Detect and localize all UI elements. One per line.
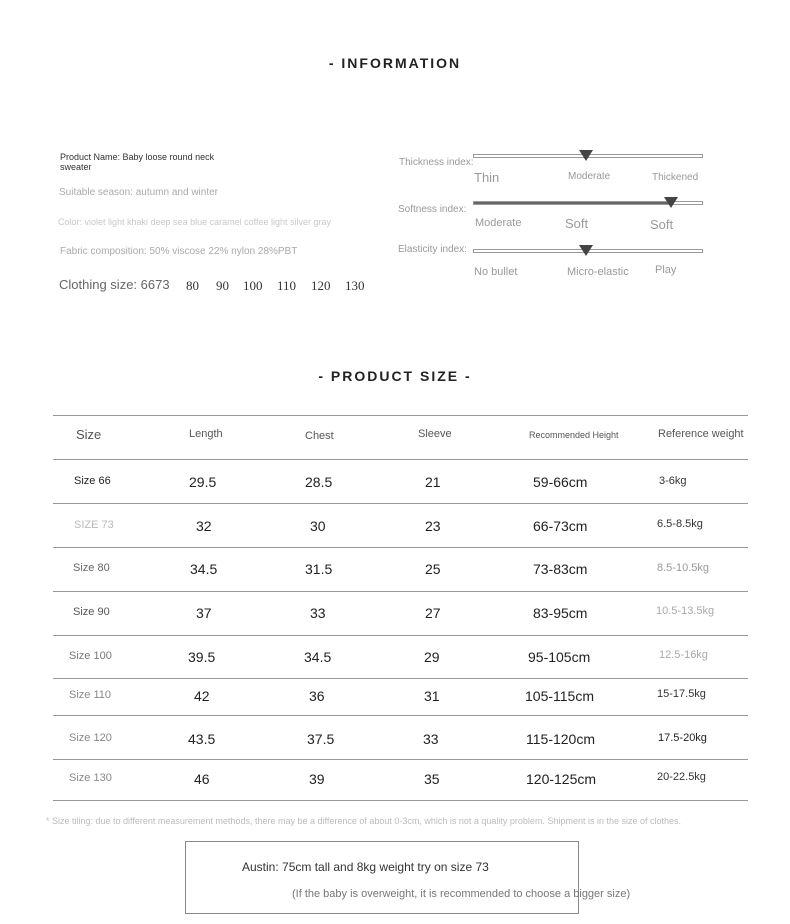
- information-title: - INFORMATION: [328, 55, 462, 71]
- cell-weight: 10.5-13.5kg: [656, 605, 715, 617]
- elasticity-pointer-icon: [579, 245, 593, 256]
- header-chest: Chest: [305, 430, 334, 442]
- table-rule: [53, 635, 748, 636]
- elasticity-scale-low: No bullet: [474, 266, 518, 278]
- header-size: Size: [76, 427, 102, 442]
- cell-sleeve: 35: [424, 771, 440, 787]
- try-on-note-line1: Austin: 75cm tall and 8kg weight try on size 73: [242, 860, 489, 874]
- cell-length: 34.5: [190, 561, 218, 577]
- softness-index-label: Softness index:: [398, 204, 467, 215]
- size-option: 80: [186, 278, 199, 293]
- cell-weight: 20-22.5kg: [657, 771, 706, 783]
- size-footnote: * Size tiling: due to different measurement methods, there may be a difference of about 0-3cm, which is not a quality problem. Shipment is in the size of clothes.: [46, 816, 682, 826]
- cell-sleeve: 25: [425, 561, 441, 577]
- cell-weight: 15-17.5kg: [657, 688, 706, 700]
- thickness-pointer-icon: [579, 150, 593, 161]
- cell-chest: 36: [309, 688, 325, 704]
- clothing-size-label: Clothing size: 6673: [59, 277, 170, 292]
- size-option: 90: [216, 278, 229, 293]
- size-option: 110: [277, 278, 297, 293]
- cell-weight: 3-6kg: [659, 475, 687, 487]
- table-rule: [53, 459, 748, 460]
- cell-length: 42: [194, 688, 210, 704]
- softness-pointer-icon: [664, 197, 678, 208]
- try-on-note: [185, 841, 631, 914]
- header-reference-weight: Reference weight: [658, 428, 744, 440]
- cell-sleeve: 33: [423, 731, 439, 747]
- cell-height: 73-83cm: [533, 561, 588, 577]
- softness-track-fill: [474, 202, 670, 204]
- softness-scale-low: Moderate: [475, 217, 522, 229]
- cell-length: 39.5: [188, 649, 216, 665]
- cell-size: Size 130: [69, 772, 112, 784]
- cell-length: 43.5: [188, 731, 216, 747]
- cell-weight: 6.5-8.5kg: [657, 518, 703, 530]
- cell-size: SIZE 73: [74, 519, 114, 531]
- cell-sleeve: 21: [425, 474, 441, 490]
- product-name-line1: Product Name: Baby loose round neck: [60, 152, 215, 162]
- size-option: 130: [345, 278, 365, 293]
- cell-height: 105-115cm: [525, 688, 595, 704]
- cell-chest: 28.5: [305, 474, 333, 490]
- cell-chest: 37.5: [307, 731, 335, 747]
- try-on-note-line2: (If the baby is overweight, it is recommended to choose a bigger size): [292, 888, 631, 900]
- cell-chest: 39: [309, 771, 325, 787]
- cell-sleeve: 31: [424, 688, 440, 704]
- elasticity-index-label: Elasticity index:: [398, 244, 467, 255]
- thickness-scale-high: Thickened: [652, 172, 699, 183]
- table-rule: [53, 678, 748, 679]
- table-rule: [53, 547, 748, 548]
- cell-sleeve: 29: [424, 649, 440, 665]
- cell-chest: 33: [310, 605, 326, 621]
- cell-height: 83-95cm: [533, 605, 588, 621]
- softness-scale-mid: Soft: [565, 216, 589, 231]
- cell-sleeve: 23: [425, 518, 441, 534]
- cell-chest: 34.5: [304, 649, 332, 665]
- cell-length: 32: [196, 518, 212, 534]
- table-rule: [53, 415, 748, 416]
- elasticity-scale-mid: Micro-elastic: [567, 266, 629, 278]
- cell-size: Size 66: [74, 475, 111, 487]
- cell-size: Size 80: [73, 562, 110, 574]
- size-option: 120: [311, 278, 331, 293]
- cell-height: 120-125cm: [526, 771, 597, 787]
- cell-weight: 8.5-10.5kg: [657, 562, 709, 574]
- color-text: Color: violet light khaki deep sea blue caramel coffee light silver gray: [58, 217, 331, 227]
- cell-size: Size 110: [69, 689, 111, 701]
- fabric-text: Fabric composition: 50% viscose 22% nylon 28%PBT: [60, 246, 298, 257]
- cell-height: 115-120cm: [526, 731, 596, 747]
- cell-size: Size 90: [73, 606, 110, 618]
- cell-length: 46: [194, 771, 210, 787]
- header-sleeve: Sleeve: [418, 428, 452, 440]
- table-rule: [53, 591, 748, 592]
- thickness-scale-low: Thin: [474, 170, 500, 185]
- softness-scale-high: Soft: [650, 217, 674, 232]
- table-rule: [53, 759, 748, 760]
- product-size-title: - PRODUCT SIZE -: [318, 368, 472, 384]
- thickness-scale-mid: Moderate: [568, 171, 611, 182]
- product-name-line2: sweater: [60, 162, 92, 172]
- cell-weight: 12.5-16kg: [659, 649, 708, 661]
- cell-weight: 17.5-20kg: [658, 732, 707, 744]
- elasticity-scale-high: Play: [655, 264, 677, 276]
- thickness-index-label: Thickness index:: [399, 157, 474, 168]
- header-length: Length: [189, 428, 223, 440]
- table-rule: [53, 800, 748, 801]
- cell-height: 59-66cm: [533, 474, 588, 490]
- cell-size: Size 120: [69, 732, 112, 744]
- cell-size: Size 100: [69, 650, 112, 662]
- cell-length: 29.5: [189, 474, 217, 490]
- size-option: 100: [243, 278, 263, 293]
- table-rule: [53, 503, 748, 504]
- cell-height: 66-73cm: [533, 518, 588, 534]
- season-text: Suitable season: autumn and winter: [59, 187, 218, 198]
- cell-height: 95-105cm: [528, 649, 591, 665]
- table-rule: [53, 715, 748, 716]
- header-recommended-height: Recommended Height: [529, 430, 619, 440]
- cell-chest: 31.5: [305, 561, 333, 577]
- cell-chest: 30: [310, 518, 326, 534]
- cell-length: 37: [196, 605, 212, 621]
- cell-sleeve: 27: [425, 605, 441, 621]
